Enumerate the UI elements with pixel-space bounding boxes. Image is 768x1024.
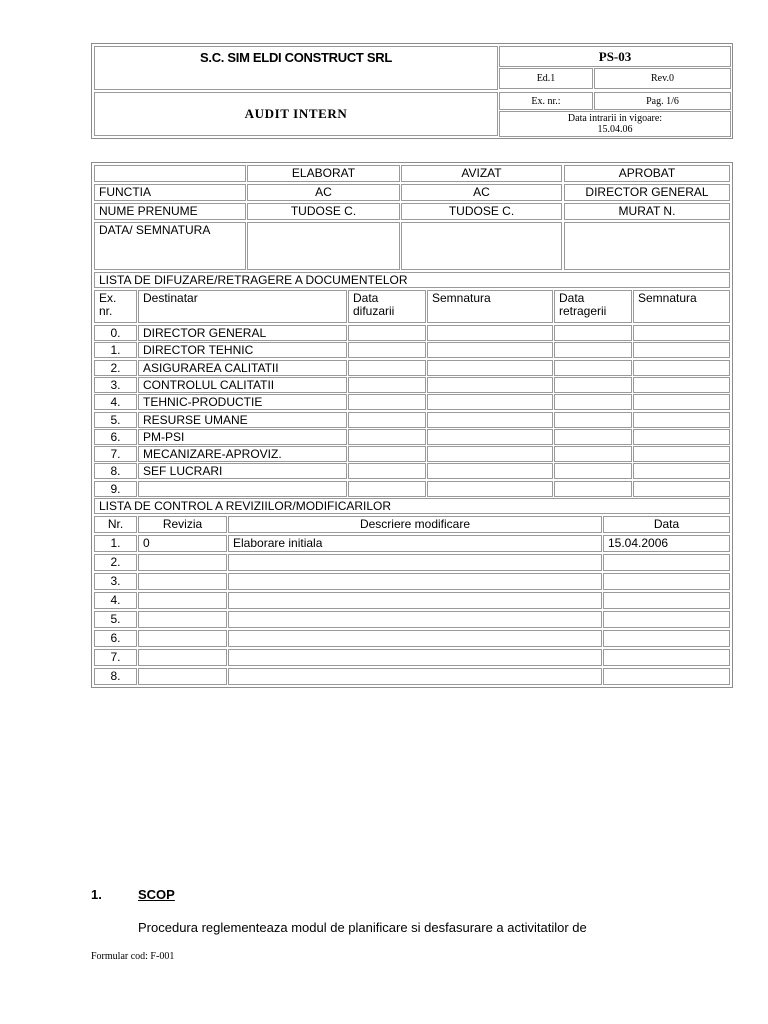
distribution-recipient: CONTROLUL CALITATII	[138, 377, 347, 393]
form-code-footer: Formular cod: F-001	[91, 951, 175, 962]
distribution-row-number: 5.	[94, 412, 137, 428]
approvals-value-cell: DIRECTOR GENERAL	[564, 184, 730, 201]
revisions-column-header: Descriere modificare	[228, 516, 602, 533]
approvals-column-header: APROBAT	[564, 165, 730, 182]
company-name: S.C. SIM ELDI CONSTRUCT SRL	[94, 46, 498, 90]
revision-row-number: 2.	[94, 554, 137, 571]
distribution-row-number: 1.	[94, 342, 137, 358]
approvals-row-label: FUNCTIA	[94, 184, 246, 201]
revision-row-number: 8.	[94, 668, 137, 685]
distribution-cell	[554, 325, 632, 341]
distribution-cell	[633, 394, 730, 410]
distribution-cell	[427, 412, 553, 428]
approvals-row-label: NUME PRENUME	[94, 203, 246, 220]
approvals-corner-cell	[94, 165, 246, 182]
distribution-cell	[554, 360, 632, 376]
approvals-column-header: AVIZAT	[401, 165, 562, 182]
revision-description: Elaborare initiala	[228, 535, 602, 552]
distribution-cell	[348, 446, 426, 462]
distribution-cell	[348, 429, 426, 445]
distribution-row-number: 0.	[94, 325, 137, 341]
distribution-cell	[348, 481, 426, 497]
revision-number: 0	[138, 535, 227, 552]
section-title: SCOP	[138, 887, 175, 902]
approvals-value-cell: MURAT N.	[564, 203, 730, 220]
revision-number	[138, 630, 227, 647]
distribution-cell	[427, 429, 553, 445]
distribution-row-number: 9.	[94, 481, 137, 497]
revision-row-number: 6.	[94, 630, 137, 647]
revision-description	[228, 668, 602, 685]
revisions-column-header: Revizia	[138, 516, 227, 533]
revision-number	[138, 611, 227, 628]
document-title: AUDIT INTERN	[94, 92, 498, 136]
distribution-column-header: Destinatar	[138, 290, 347, 323]
distribution-recipient: ASIGURAREA CALITATII	[138, 360, 347, 376]
distribution-recipient: RESURSE UMANE	[138, 412, 347, 428]
revision-description	[228, 592, 602, 609]
distribution-cell	[554, 342, 632, 358]
distribution-cell	[633, 377, 730, 393]
revision-description	[228, 611, 602, 628]
distribution-cell	[427, 360, 553, 376]
distribution-row-number: 8.	[94, 463, 137, 479]
revision: Rev.0	[594, 68, 731, 89]
revision-number	[138, 649, 227, 666]
distribution-cell	[348, 412, 426, 428]
document-header	[91, 43, 733, 139]
document-code: PS-03	[499, 46, 731, 67]
distribution-row-number: 7.	[94, 446, 137, 462]
approvals-value-cell: TUDOSE C.	[247, 203, 400, 220]
effective-date-cell	[499, 111, 731, 137]
revision-row-number: 1.	[94, 535, 137, 552]
distribution-cell	[348, 325, 426, 341]
distribution-cell	[348, 394, 426, 410]
distribution-recipient: TEHNIC-PRODUCTIE	[138, 394, 347, 410]
distribution-cell	[427, 394, 553, 410]
revision-date	[603, 649, 730, 666]
distribution-cell	[348, 342, 426, 358]
distribution-cell	[427, 377, 553, 393]
approvals-value-cell: AC	[247, 184, 400, 201]
revision-number	[138, 592, 227, 609]
approvals-value-cell: AC	[401, 184, 562, 201]
revision-date	[603, 592, 730, 609]
effective-date: 15.04.06	[597, 124, 633, 135]
revision-row-number: 7.	[94, 649, 137, 666]
revisions-column-header: Data	[603, 516, 730, 533]
distribution-cell	[554, 394, 632, 410]
distribution-column-header: Ex. nr.	[94, 290, 137, 323]
distribution-recipient: DIRECTOR TEHNIC	[138, 342, 347, 358]
distribution-cell	[554, 446, 632, 462]
page-number: Pag. 1/6	[594, 92, 731, 110]
approvals-value-cell	[401, 222, 562, 270]
distribution-cell	[554, 377, 632, 393]
approvals-value-cell	[564, 222, 730, 270]
distribution-recipient	[138, 481, 347, 497]
distribution-column-header: Semnatura	[427, 290, 553, 323]
distribution-cell	[554, 463, 632, 479]
distribution-recipient: SEF LUCRARI	[138, 463, 347, 479]
distribution-cell	[633, 342, 730, 358]
distribution-cell	[348, 360, 426, 376]
revision-number	[138, 554, 227, 571]
revision-number	[138, 573, 227, 590]
approvals-distribution-revisions-table	[91, 162, 733, 688]
distribution-cell	[633, 412, 730, 428]
revision-number	[138, 668, 227, 685]
revision-date	[603, 611, 730, 628]
distribution-cell	[348, 377, 426, 393]
distribution-cell	[633, 325, 730, 341]
revision-date	[603, 573, 730, 590]
section-number: 1.	[91, 887, 102, 902]
revision-row-number: 5.	[94, 611, 137, 628]
approvals-value-cell	[247, 222, 400, 270]
distribution-cell	[633, 463, 730, 479]
effective-date-label: Data intrarii in vigoare:	[567, 113, 663, 124]
revision-row-number: 4.	[94, 592, 137, 609]
approvals-column-header: ELABORAT	[247, 165, 400, 182]
revision-date	[603, 668, 730, 685]
distribution-cell	[427, 446, 553, 462]
distribution-cell	[348, 463, 426, 479]
distribution-recipient: PM-PSI	[138, 429, 347, 445]
distribution-cell	[427, 481, 553, 497]
distribution-column-header: Data difuzarii	[348, 290, 426, 323]
revisions-column-header: Nr.	[94, 516, 137, 533]
distribution-column-header: Semnatura	[633, 290, 730, 323]
distribution-cell	[633, 360, 730, 376]
distribution-cell	[427, 342, 553, 358]
revision-description	[228, 630, 602, 647]
revision-date	[603, 630, 730, 647]
distribution-cell	[633, 429, 730, 445]
distribution-row-number: 2.	[94, 360, 137, 376]
approvals-row-label: DATA/ SEMNATURA	[94, 222, 246, 270]
distribution-list-title: LISTA DE DIFUZARE/RETRAGERE A DOCUMENTELOR	[94, 272, 730, 288]
distribution-row-number: 4.	[94, 394, 137, 410]
approvals-value-cell: TUDOSE C.	[401, 203, 562, 220]
distribution-recipient: DIRECTOR GENERAL	[138, 325, 347, 341]
distribution-cell	[633, 446, 730, 462]
section-paragraph: Procedura reglementeaza modul de planificare si desfasurare a activitatilor de	[138, 920, 587, 935]
revision-description	[228, 649, 602, 666]
revision-description	[228, 573, 602, 590]
edition: Ed.1	[499, 68, 593, 89]
distribution-column-header: Data retragerii	[554, 290, 632, 323]
distribution-cell	[633, 481, 730, 497]
distribution-cell	[427, 325, 553, 341]
distribution-row-number: 6.	[94, 429, 137, 445]
copy-number: Ex. nr.:	[499, 92, 593, 110]
distribution-cell	[427, 463, 553, 479]
revision-row-number: 3.	[94, 573, 137, 590]
revision-date	[603, 554, 730, 571]
distribution-cell	[554, 481, 632, 497]
distribution-row-number: 3.	[94, 377, 137, 393]
revision-date: 15.04.2006	[603, 535, 730, 552]
revisions-list-title: LISTA DE CONTROL A REVIZIILOR/MODIFICARILOR	[94, 498, 730, 514]
revision-description	[228, 554, 602, 571]
distribution-cell	[554, 412, 632, 428]
distribution-recipient: MECANIZARE-APROVIZ.	[138, 446, 347, 462]
distribution-cell	[554, 429, 632, 445]
